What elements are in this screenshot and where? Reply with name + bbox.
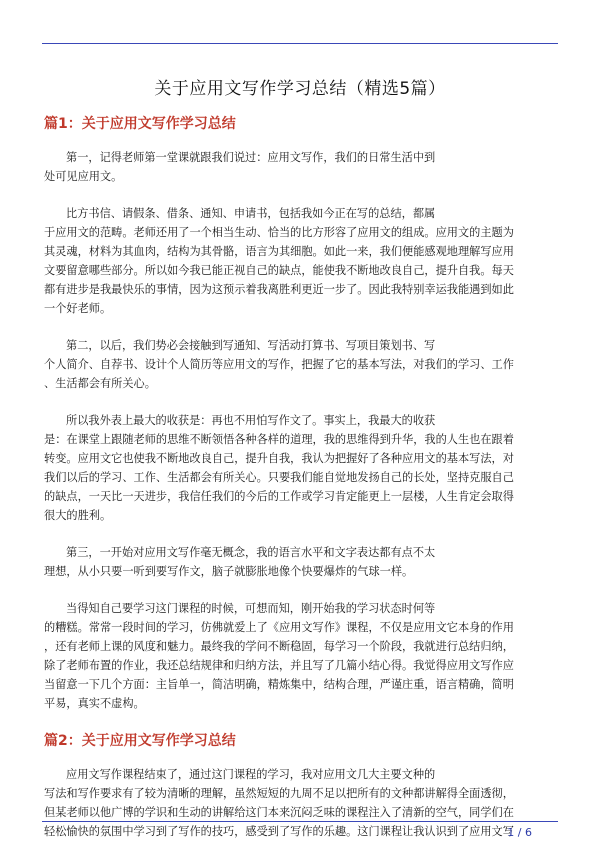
paragraph (44, 543, 556, 581)
paragraph-line: 平易，真实不虚构。 (44, 697, 145, 710)
section-heading: 篇2：关于应用文写作学习总结 (44, 733, 236, 749)
paragraph-line: 我们以后的学习、工作、生活都会有所关心。只要我们能自觉地发扬自己的长处，坚持克服自己 (44, 471, 514, 484)
footer-rule (42, 821, 558, 822)
paragraph-line: 转变。应用文它也使我不断地改良自己，提升自我，我认为把握好了各种应用文的基本写法，对 (44, 452, 514, 465)
paragraph-line: 、生活都会有所关心。 (44, 377, 156, 390)
paragraph-line: 第三，一开始对应用文写作毫无概念，我的语言水平和文字表达都有点不太 (66, 546, 436, 559)
paragraph-line: 写法和写作要求有了较为清晰的理解，虽然短短的九周不足以把所有的文种都讲解得全面透彻， (44, 787, 514, 800)
paragraph-line: ，还有老师上课的风度和魅力。最终我的学问不断稳固，每学习一个阶段，我就进行总结归纳， (44, 640, 514, 653)
paragraph-line: 的糟糕。常常一段时间的学习，仿佛就爱上了《应用文写作》课程，不仅是应用文它本身的作用 (44, 621, 514, 634)
paragraph-line: 第一，记得老师第一堂课就跟我们说过：应用文写作，我们的日常生活中到 (66, 151, 436, 164)
paragraph-line: 比方书信、请假条、借条、通知、申请书，包括我如今正在写的总结，都属 (66, 207, 436, 220)
paragraph-line: 很大的胜利。 (44, 509, 112, 522)
paragraph-line: 当留意一下几个方面：主旨单一，简洁明确，精炼集中，结构合理，严谨庄重，语言精确，简明 (44, 678, 514, 691)
paragraph-line: 其灵魂，材料为其血肉，结构为其骨骼，语言为其细胞。如此一来，我们便能感观地理解写应用 (44, 245, 514, 258)
page-number: 1 / 6 (507, 826, 532, 839)
paragraph-line: 的缺点，一天比一天进步，我信任我们的今后的工作或学习肯定能更上一层楼，人生肯定会取得 (44, 490, 514, 503)
paragraph-line: 轻松愉快的氛围中学习到了写作的技巧，感受到了写作的乐趣。这门课程让我认识到了应用文写 (44, 825, 514, 838)
paragraph-line: 第二，以后，我们势必会接触到写通知、写活动打算书、写项目策划书、写 (66, 339, 436, 352)
paragraph-line: 除了老师布置的作业，我还总结规律和归纳方法，并且写了几篇小结心得。我觉得应用文写作应 (44, 659, 514, 672)
paragraph (44, 599, 556, 713)
paragraph-line: 都有进步是我最快乐的事情，因为这预示着我离胜利更近一步了。因此我特别幸运我能遇到如此 (44, 283, 514, 296)
paragraph-line: 是：在课堂上跟随老师的思维不断领悟各种各样的道理，我的思维得到升华，我的人生也在跟着 (44, 433, 514, 446)
paragraph (44, 336, 556, 393)
paragraph-line: 理想，从小只要一听到要写作文，脑子就膨胀地像个快要爆炸的气球一样。 (44, 565, 414, 578)
paragraph-line: 处可见应用文。 (44, 170, 123, 183)
paragraph-line: 于应用文的范畴。老师还用了一个相当生动、恰当的比方形容了应用文的组成。应用文的主题为 (44, 226, 514, 239)
paragraph-line: 当得知自己要学习这门课程的时候，可想而知，刚开始我的学习状态时何等 (66, 602, 436, 615)
paragraph (44, 765, 556, 841)
document-title: 关于应用文写作学习总结（精选5篇） (154, 79, 446, 99)
paragraph (44, 411, 556, 525)
paragraph-line: 一个好老师。 (44, 302, 112, 315)
paragraph-line: 文要留意哪些部分。所以如今我已能正视自己的缺点，能使我不断地改良自己，提升自我。每天 (44, 264, 514, 277)
paragraph-line: 个人简介、自荐书、设计个人简历等应用文的写作，把握了它的基本写法，对我们的学习、工作 (44, 358, 514, 371)
paragraph-line: 但某老师以他广博的学识和生动的讲解给这门本来沉闷乏味的课程注入了清新的空气，同学们在 (44, 806, 514, 819)
paragraph (44, 148, 556, 186)
paragraph-line: 所以我外表上最大的收获是：再也不用怕写作文了。事实上，我最大的收获 (66, 414, 436, 427)
paragraph (44, 204, 556, 318)
section-heading: 篇1：关于应用文写作学习总结 (44, 116, 236, 132)
document-body (44, 114, 556, 859)
paragraph-line: 应用文写作课程结束了，通过这门课程的学习，我对应用文几大主要文种的 (66, 768, 436, 781)
header-rule (42, 43, 558, 44)
